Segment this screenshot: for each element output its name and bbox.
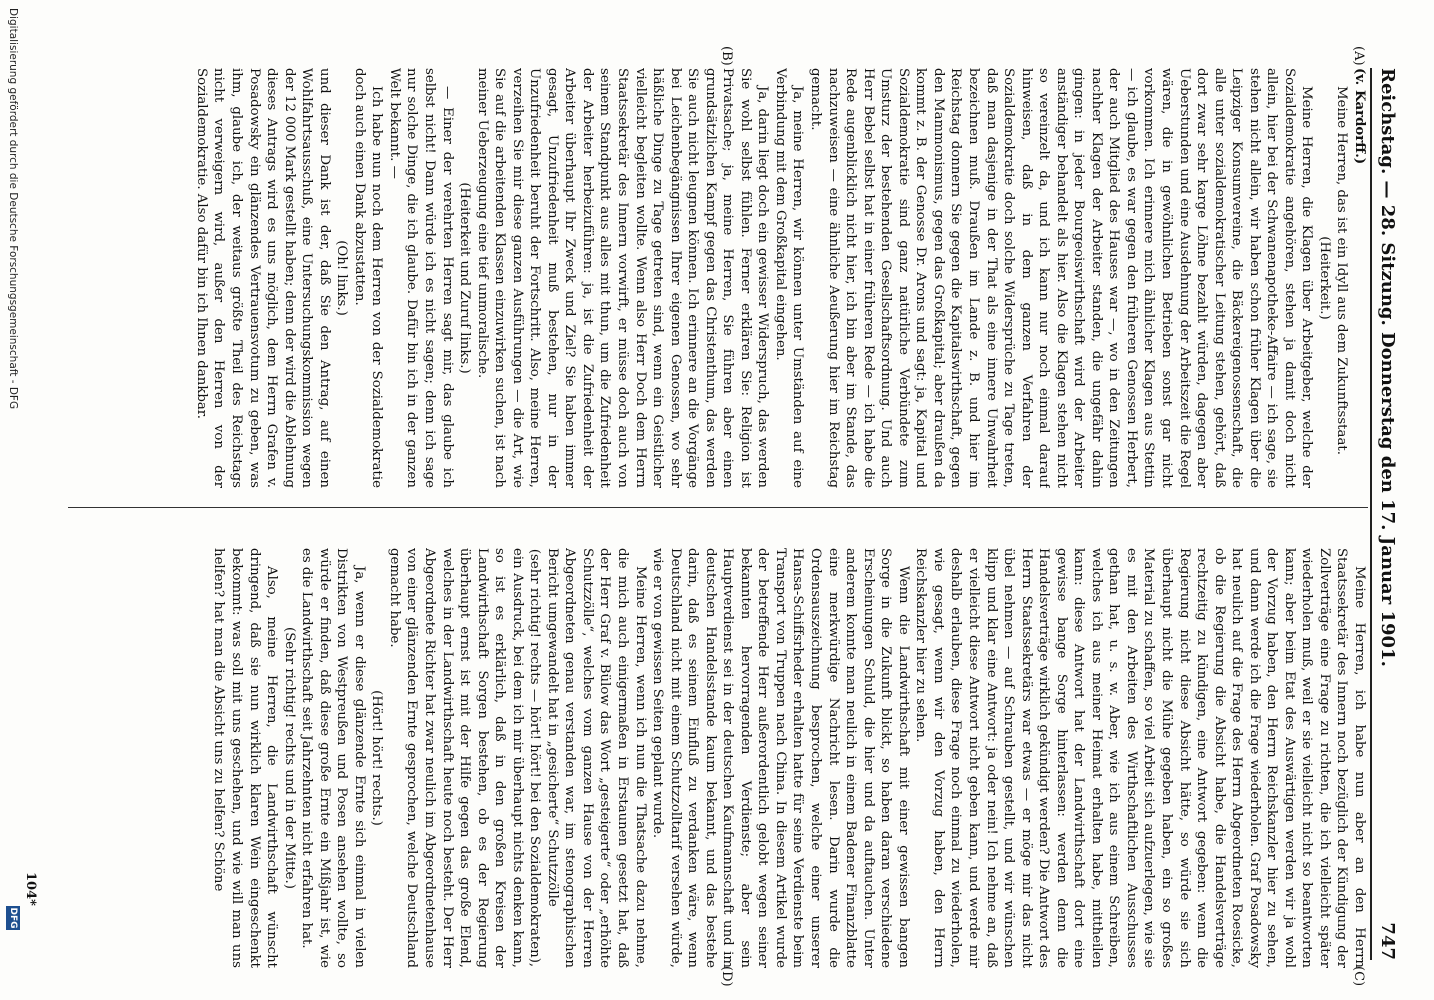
paragraph: Meine Herren, das ist ein Idyll aus dem Zukunftsstaat. (1334, 86, 1350, 455)
digitization-footer (4, 0, 20, 1000)
right-column (28, 548, 1368, 968)
page-number: 747 (1377, 922, 1398, 960)
left-column (68, 68, 1368, 488)
interjection: (Heiterkeit.) (1316, 236, 1332, 320)
paragraph: Ja, wenn er diese glänzende Ernte sich einmal in vielen Distrikten von Westpreußen und Posen ansehen wollte, so würde er finden, daß diese große Ernte ein Mißjahr ist, wie es die Landwirthschaft seit Jahrzehnten nicht erfahren hat. (299, 548, 367, 968)
column-divider (68, 507, 1368, 508)
margin-mark-b: (B) (719, 46, 734, 66)
paragraph: Ja, darin liegt doch ein gewisser Widerspruch, das werden Sie wohl selbst fühlen. Ferner erklären Sie: Religion ist Privatsache; ja, meine Herren, Sie führen aber einen grundsätzlichen Kampf gegen das Christenthum, das werden Sie auch nicht leugnen können. Ich erinnere an die Vorgänge bei Leichenbegängnissen Ihrer eigenen Genossen, wo sehr häßliche Dinge zu Tage getreten sind, wenn ein Geistlicher vielleicht begleiten wollte. Wenn also Herr Doch dem Herrn Staatssekretär des Innern vorwirft, er müsse doch auch von seinem Standpunkt aus alles mit thun, um die Zufriedenheit der Arbeiter herbeizuführen: ja, ist die Zufriedenheit der Arbeiter überhaupt Ihr Zweck und Ziel? Sie haben immer gesagt, Unzufriedenheit muß bestehen, nur in der Unzufriedenheit beruht der Fortschritt. Also, meine Herren, verzeihen Sie mir diese ganzen Ausführungen — die Art, wie Sie auf die arbeitenden Klassen einzuwirken suchen, ist nach meiner Ueberzeugung eine tief unmoralische. (474, 68, 771, 488)
paragraph: Meine Herren, die Klagen über Arbeitgeber, welche der Sozialdemokratie angehören, stehen ja damit doch nicht allein, hier bei der Schwanenapotheke-Affaire — ich sage, sie stehen nicht allein, wir haben schon früher Klagen über die Leipziger Konsumvereine, die Bäckereigenossenschaft, die alle unter sozialdemokratischer Leitung stehen, gehört, daß dort zwar sehr karge Löhne bezahlt würden, dagegen aber Ueberstunden und eine Ausdehnung der Arbeitszeit die Regel wären, die in gewöhnlichen Betrieben sonst gar nicht vorkommen. Ich erinnere mich ähnlicher Klagen aus Stettin — ich glaube, es war gegen den früheren Genossen Herbert, der auch Mitglied des Hauses war —, wo in den Zeitungen nachher Klagen der Arbeiter standen, die ungefähr dahin gingen: in jeder Bourgeoiswirthschaft wird der Arbeiter anständiger behandelt als hier. Also die Klagen stehen nicht so vereinzelt da, und ich kann nur noch einmal darauf hinweisen, daß in dem ganzen Verfahren der Sozialdemokratie doch solche Widersprüche zu Tage treten, daß man dasjenige in der That als eine innere Unwahrheit bezeichnen muß. Draußen im Lande z. B. und hier im Reichstag donnern Sie gegen die Kapitalswirthschaft, gegen den Mammonismus, gegen das Großkapital; aber draußen da kommt z. B. der Genosse Dr. Arons und sagt: ja, Kapital und Sozialdemokratie sind ganz natürliche Verbündete zum Umsturz der bestehenden Gesellschaftsordnung. Und auch Herr Bebel selbst hat in einer früheren Rede — ich habe die Rede augenblicklich nicht hier, ich bin aber im Stande, das nachzuweisen — eine ähnliche Aeußerung hier im Reichstag gemacht. (808, 68, 1315, 488)
paragraph: Meine Herren, wenn ich nun die Thatsache dazu nehme, die mich auch einigermaßen in Erstaunen gesetzt hat, daß der Herr Graf v. Bülow das Wort „gesteigerte“ oder „erhöhte Schutzzölle“, welches vom ganzen Hause von der Herren Abgeordneten genau verstanden war, im stenographischen Bericht umgewandelt hat in „gesicherte“ Schutzzölle (544, 548, 648, 968)
interjection: (Sehr richtig! rechts und in der Mitte.) (281, 627, 297, 889)
interjection: (Hört! hört! rechts.) (369, 690, 385, 826)
margin-mark-c: (C) (1351, 966, 1366, 987)
paragraph: und dieser Dank ist der, daß Sie den Antrag, auf einen Wohlfahrtsausschuß, eine Untersuchungskommission wegen der 12 000 Mark gestellt haben; denn der wird die Ablehnung dieses Antrags wird es uns möglich, dem Herrn Grafen v. Posadowsky ein glänzendes Vertrauensvotum zu geben, was ihm, glaube ich, der weitaus größte Theil des Reichstags nicht verweigern wird, außer den Herren von der Sozialdemokratie. Also dafür bin ich Ihnen dankbar. (193, 68, 332, 488)
page-header (1370, 68, 1398, 960)
dfg-logo-icon: DFG (8, 907, 18, 929)
interjection: (Heiterkeit und Zuruf links.) (457, 182, 473, 374)
paragraph: ein Ausdruck, bei dem ich mir überhaupt nichts denken kann, so ist es erklärlich, daß in den großen Kreisen der Landwirthschaft Sorgen bestehen, ob es der Regierung überhaupt ernst ist mit der Hilfe gegen das große Elend, welches in der Landwirthschaft heute noch besteht. Der Herr Abgeordnete Richter hat zwar neulich im Abgeordnetenhause von einer glänzenden Ernte gesprochen, welche Deutschland gemacht habe. (386, 548, 525, 968)
paragraph: Wenn die Landwirthschaft mit einer gewissen bangen Sorge in die Zukunft blickt, so haben daran verschiedene Erscheinungen Schuld, die hier und da auftauchen. Unter anderem konnte man neulich in einem Badener Finanzblatte eine merkwürdige Nachricht lesen. Darin wurde die Ordensauszeichnung besprochen, welche einer unserer Hansa-Schiffsrheder erhalten hatte für seine Verdienste beim Transport von Truppen nach China. In diesem Artikel wurde der betreffende Herr außerordentlich gelobt wegen seiner bekannten hervorragenden Verdienste; aber sein Hauptverdienst sei in der deutschen Kaufmannschaft und im deutschen Handelsstande kaum bekannt, und das bestehe darin, daß es seinem Einfluß zu verdanken wäre, wenn Deutschland nicht mit einem Schutzzolltarif versehen würde, wie er von gewissen Seiten geplant wurde. (650, 548, 911, 968)
interjection: (Oh! links.) (334, 240, 350, 316)
paragraph: Ich habe nun noch dem Herren von der Sozialdemokratie doch auch einen Dank abzustatten. (351, 68, 385, 488)
sheet-signature: 104* (23, 872, 38, 906)
margin-mark-d: (D) (719, 966, 734, 987)
header-title: Reichstag. — 28. Sitzung. Donnerstag den 17. Januar 1901. (1377, 68, 1398, 667)
paragraph: — Einer der verehrten Herren sagt mir, das glaube ich selbst nicht! Dann würde ich es nicht sagen; denn ich sage nur solche Dinge, die ich glaube. Dafür bin ich in der ganzen Welt bekannt. — (386, 68, 455, 488)
paragraph: Meine Herren, ich habe nun aber an den Herrn Staatssekretär des Innern noch bezüglich der Kündigung der Zollverträge eine Frage zu richten, die ich vielleicht später wiederholen muß, weil er sie vielleicht nicht so beantworten kann; aber beim Etat des Auswärtigen werden wir ja wohl der Vorzug haben, den Herrn Reichskanzler hier zu sehen, und dann werde ich die Frage wiederholen. Graf Posadowsky hat neulich auf die Frage des Herrn Abgeordneten Roesicke, ob die Regierung die Absicht habe, die Handelsverträge rechtzeitig zu kündigen, eine Antwort gegeben: wenn die Regierung nicht diese Absicht hätte, so würde sie sich überhaupt nicht die Mühe gegeben haben, ein so großes Material zu schaffen, so viel Arbeit sich aufzuerlegen, wie sie es mit den Arbeiten des Wirthschaftlichen Ausschusses gethan hat, u. s. w. Aber, wie ich aus einem Schreiben, welches ich aus meiner Heimat erhalten habe, mittheilen kann: diese Antwort hat der Landwirthschaft dort eine gewisse bange Sorge hinterlassen: werden denn die Handelsverträge wirklich gekündigt werden? Die Antwort des Herrn Staatssekretärs war etwas — er möge mir das nicht übel nehmen — auf Schrauben gestellt, und wir wünschen klipp und klar eine Antwort: ja oder nein! Ich nehme an, daß er vielleicht diese Antwort nicht geben kann, und werde mir deshalb erlauben, diese Frage noch einmal zu wiederholen, wie gesagt, wenn wir den Vorzug haben, den Herrn Reichskanzler hier zu sehen. (913, 548, 1367, 968)
footer-text: Digitalisierung gefördert durch die Deutsche Forschungsgemeinschaft - DFG (7, 8, 19, 410)
interjection: (sehr richtig! rechts — hört! hört! bei den Sozialdemokraten), (527, 548, 543, 968)
margin-mark-a: (A) (1351, 46, 1366, 66)
speaker-label: (v. Kardorff.) (1352, 68, 1367, 165)
paragraph: Also, meine Herren, die Landwirthschaft wünscht dringend, daß sie nun wirklich klaren Wein eingeschenkt bekommt: was soll mit uns geschehen, und wie will man uns helfen? hat man die Absicht uns zu helfen? Schöne (211, 548, 280, 968)
quotation: Ja, meine Herren, wir können unter Umständen auf eine Verbindung mit dem Großkapital eingehen. (772, 68, 806, 488)
